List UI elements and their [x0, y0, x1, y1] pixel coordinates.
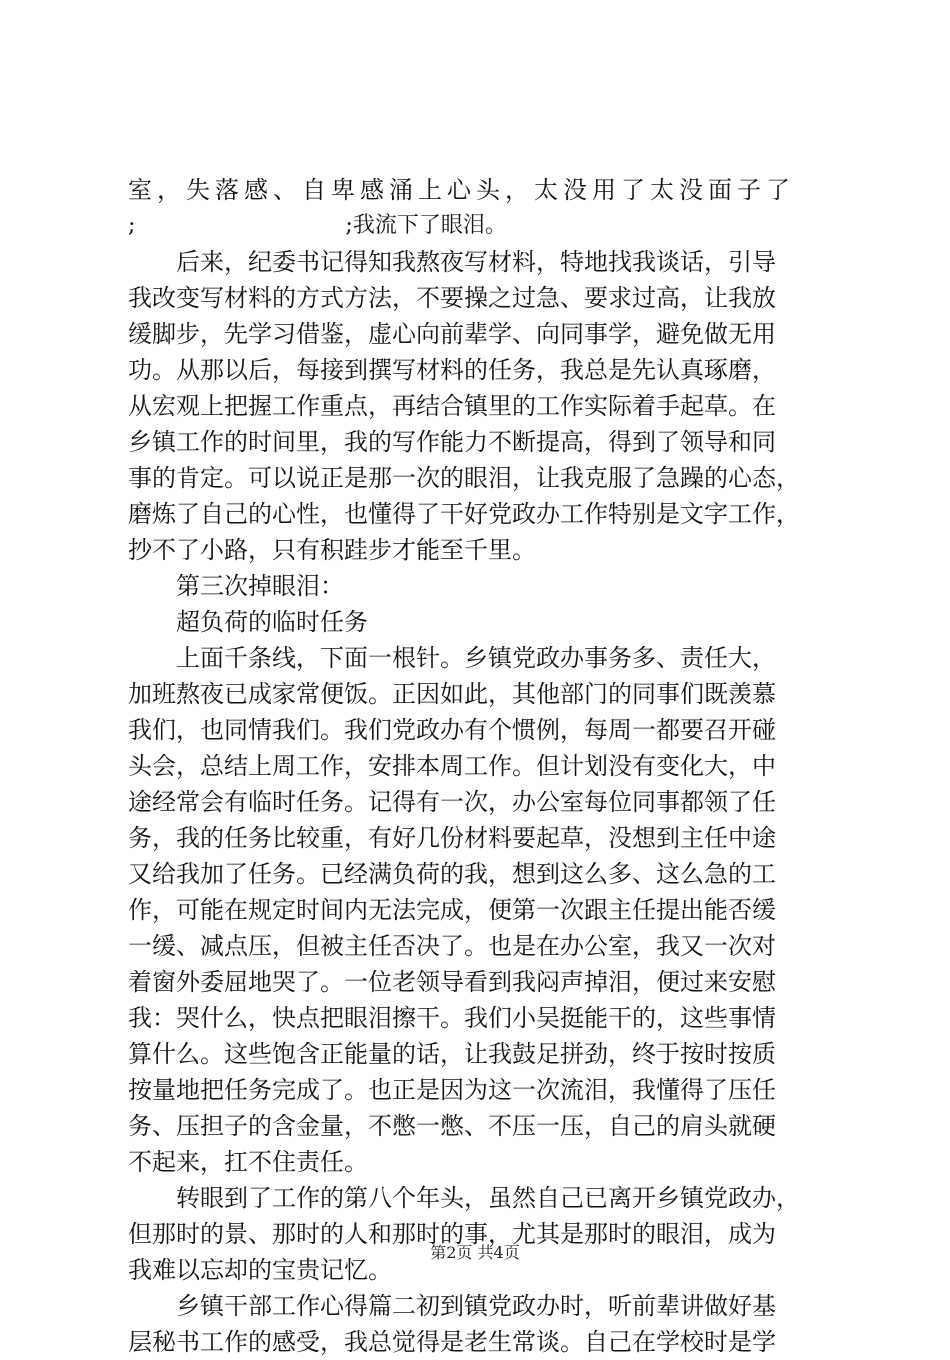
- text-line: 着窗外委屈地哭了。一位老领导看到我闷声掉泪，便过来安慰: [128, 968, 776, 996]
- text-line: 第三次掉眼泪：: [176, 572, 344, 600]
- text-line: 务、压担子的含金量，不憋一憋、不压一压，自己的肩头就硬: [128, 1112, 776, 1140]
- text-line: 我：哭什么，快点把眼泪擦干。我们小吴挺能干的，这些事情: [128, 1004, 776, 1032]
- text-line: 务，我的任务比较重，有好几份材料要起草，没想到主任中途: [128, 824, 776, 852]
- text-line: 层秘书工作的感受，我总觉得是老生常谈。自己在学校时是学: [128, 1328, 776, 1356]
- text-line: 抄不了小路，只有积跬步才能至千里。: [128, 536, 536, 564]
- text-line: 算什么。这些饱含正能量的话，让我鼓足拼劲，终于按时按质: [128, 1040, 776, 1068]
- text-line: 缓脚步，先学习借鉴，虚心向前辈学、向同事学，避免做无用: [128, 320, 776, 348]
- text-line: 功。从那以后，每接到撰写材料的任务，我总是先认真琢磨，: [128, 356, 776, 384]
- text-line: 作，可能在规定时间内无法完成，便第一次跟主任提出能否缓: [128, 896, 776, 924]
- text-line: 上面千条线，下面一根针。乡镇党政办事务多、责任大，: [176, 644, 776, 672]
- text-line: 我难以忘却的宝贵记忆。: [128, 1256, 392, 1284]
- text-line: 室，失落感、自卑感涌上心头，太没用了太没面子了: [128, 176, 795, 204]
- text-line: 乡镇工作的时间里，我的写作能力不断提高，得到了领导和同: [128, 428, 776, 456]
- text-line: 头会，总结上周工作，安排本周工作。但计划没有变化大，中: [128, 752, 776, 780]
- text-line: 从宏观上把握工作重点，再结合镇里的工作实际着手起草。在: [128, 392, 776, 420]
- text-line: 加班熬夜已成家常便饭。正因如此，其他部门的同事们既羡慕: [128, 680, 776, 708]
- text-line: 后来，纪委书记得知我熬夜写材料，特地找我谈话，引导: [176, 248, 776, 276]
- text-line: 途经常会有临时任务。记得有一次，办公室每位同事都领了任: [128, 788, 776, 816]
- text-line: 转眼到了工作的第八个年头，虽然自己已离开乡镇党政办，: [176, 1184, 800, 1212]
- text-fragment: ;我流下了眼泪。: [345, 213, 507, 238]
- text-line: 但那时的景、那时的人和那时的事，尤其是那时的眼泪，成为: [128, 1220, 776, 1248]
- text-line: 事的肯定。可以说正是那一次的眼泪，让我克服了急躁的心态，: [128, 464, 800, 492]
- text-fragment: ;: [128, 213, 136, 238]
- document-body: [128, 172, 828, 1360]
- page-footer: 第2页 共4页: [430, 1243, 520, 1262]
- text-line: 不起来，扛不住责任。: [128, 1148, 368, 1176]
- text-line: 超负荷的临时任务: [176, 608, 368, 636]
- text-line: 乡镇干部工作心得篇二初到镇党政办时，听前辈讲做好基: [176, 1292, 776, 1320]
- text-line: 一缓、减点压，但被主任否决了。也是在办公室，我又一次对: [128, 932, 776, 960]
- text-line: 磨炼了自己的心性，也懂得了干好党政办工作特别是文字工作，: [128, 500, 800, 528]
- text-line: 按量地把任务完成了。也正是因为这一次流泪，我懂得了压任: [128, 1076, 776, 1104]
- text-line: 又给我加了任务。已经满负荷的我，想到这么多、这么急的工: [128, 860, 776, 888]
- text-line: 我们，也同情我们。我们党政办有个惯例，每周一都要召开碰: [128, 716, 776, 744]
- text-line: 我改变写材料的方式方法，不要操之过急、要求过高，让我放: [128, 284, 776, 312]
- text-line: [128, 208, 828, 244]
